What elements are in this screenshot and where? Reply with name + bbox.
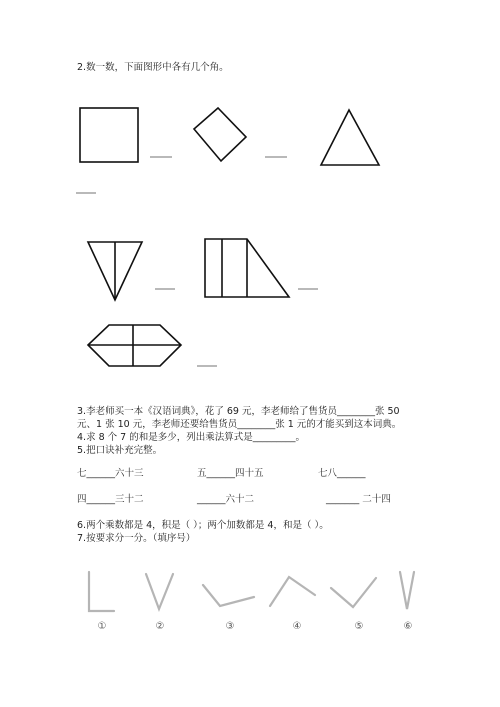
angle-label-3: ③ [225,621,235,632]
q5-row2-item3: _______ 二十四 [326,494,391,505]
angle-3 [203,585,254,606]
q5-title: 5.把口诀补充完整。 [77,445,163,456]
q3-line1: 3.李老师买一本《汉语词典》，花了 69 元，李老师给了售货员________张 50 [77,406,400,417]
angle-1 [89,572,114,611]
angle-label-5: ⑤ [354,621,364,632]
angle-label-2: ② [155,621,165,632]
angle-5 [331,578,376,607]
angle-label-6: ⑥ [403,621,413,632]
angle-label-1: ① [97,621,107,632]
q2-title: 2.数一数，下面图形中各有几个角。 [77,62,229,73]
q5-row1-item3: 七八______ [318,468,366,479]
q5-row2-item2: ______六十二 [197,494,255,505]
q3-line2: 元、1 张 10 元，李老师还要给售货员________张 1 元的才能买到这本词典。 [77,419,402,430]
q5-row1-item2: 五______四十五 [197,468,264,479]
angle-label-4: ④ [292,621,302,632]
q4-text: 4.求 8 个 7 的和是多少，列出乘法算式是_________。 [77,432,305,443]
q5-row1-item1: 七______六十三 [77,468,144,479]
angle-2 [146,574,173,609]
q7-title: 7.按要求分一分。（填序号） [77,533,196,544]
angle-6 [400,572,414,609]
q5-row2-item1: 四______三十二 [77,494,144,505]
q6-text: 6.两个乘数都是 4，积是（ ）；两个加数都是 4，和是（ ）。 [77,520,329,531]
angle-4 [270,577,315,606]
